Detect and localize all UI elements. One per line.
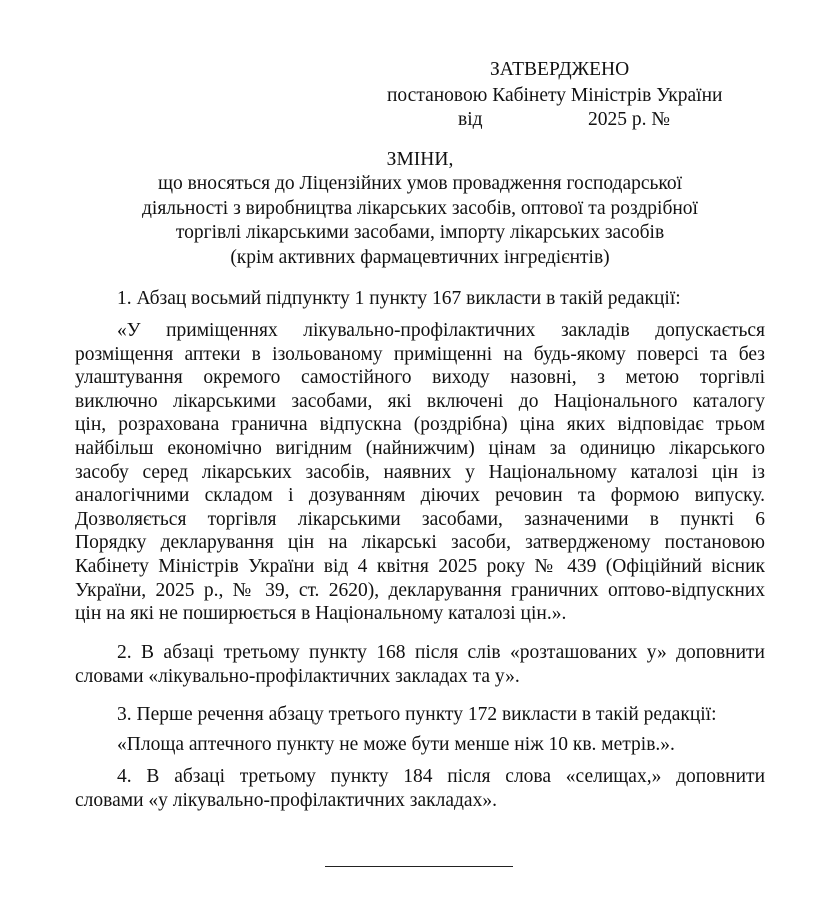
- paragraph-line: 4. В абзаці третьому пункту 184 після слова «селищах,» доповнити: [117, 766, 765, 787]
- paragraph-line: «Площа аптечного пункту не може бути менше ніж 10 кв. метрів.».: [117, 734, 675, 755]
- paragraph-4: [75, 765, 765, 812]
- document-heading: [75, 148, 765, 270]
- paragraph-line: 3. Перше речення абзацу третього пункту 172 викласти в такій редакції:: [117, 704, 717, 725]
- approval-title: ЗАТВЕРДЖЕНО: [490, 59, 630, 80]
- heading-line: що вносяться до Ліцензійних умов провадження господарської: [157, 173, 683, 195]
- paragraph-line: засобу серед лікарських засобів, наявних у Національному каталозі цін із: [75, 461, 765, 483]
- paragraph-line: цін на які не поширюється в Національному каталозі цін.».: [75, 603, 567, 625]
- paragraph-line: словами «лікувально-профілактичних закладах та у».: [75, 665, 520, 687]
- paragraph-line: розміщення аптеки в ізольованому приміщенні на будь-якому поверсі та без: [75, 343, 765, 365]
- paragraph-2: [75, 641, 765, 688]
- quote-paragraph-1: [75, 319, 765, 626]
- approval-year: 2025 р. №: [588, 109, 670, 130]
- paragraph-line: виключно лікарськими засобами, які включені до Національного каталогу: [75, 390, 765, 412]
- paragraph-line: аналогічними складом і дозуванням діючих речовин та формою випуску.: [75, 485, 765, 507]
- paragraph-line: найбільш економічно вигідним (найнижчим) цінам за одиницю лікарського: [75, 437, 765, 459]
- heading-line: (крім активних фармацевтичних інгредієнтів): [230, 246, 610, 268]
- paragraph-line: улаштування окремого самостійного виходу назовні, з метою торгівлі: [75, 367, 765, 389]
- paragraph-line: «У приміщеннях лікувально-профілактичних закладів допускається: [117, 320, 765, 341]
- paragraph-line: Дозволяється торгівля лікарськими засобами, зазначеними в пункті 6: [75, 508, 765, 530]
- heading-line: діяльності з виробництва лікарських засобів, оптової та роздрібної: [142, 197, 698, 219]
- heading-title: ЗМІНИ,: [386, 149, 454, 170]
- quote-paragraph-2: [75, 733, 765, 757]
- end-rule: [325, 866, 513, 867]
- heading-line: торгівлі лікарськими засобами, імпорту лікарських засобів: [175, 222, 665, 244]
- approval-date-label: від: [458, 109, 483, 130]
- paragraph-line: словами «у лікувально-профілактичних закладах».: [75, 789, 497, 811]
- paragraph-line: 1. Абзац восьмий підпункту 1 пункту 167 викласти в такій редакції:: [117, 288, 681, 309]
- paragraph-3: [75, 703, 765, 727]
- paragraph-line: Порядку декларування цін на лікарські засоби, затвердженому постановою: [75, 532, 765, 554]
- paragraph-line: Кабінету Міністрів України від 4 квітня 2025 року № 439 (Офіційний вісник: [75, 555, 765, 577]
- paragraph-line: 2. В абзаці третьому пункту 168 після слів «розташованих у» доповнити: [117, 642, 765, 663]
- paragraph-line: України, 2025 р., № 39, ст. 2620), декларування граничних оптово-відпускних: [75, 579, 765, 601]
- paragraph-1: [75, 287, 765, 311]
- approval-line: постановою Кабінету Міністрів України: [387, 85, 723, 106]
- paragraph-line: цін, розрахована гранична відпускна (роздрібна) ціна яких відповідає трьом: [75, 414, 765, 436]
